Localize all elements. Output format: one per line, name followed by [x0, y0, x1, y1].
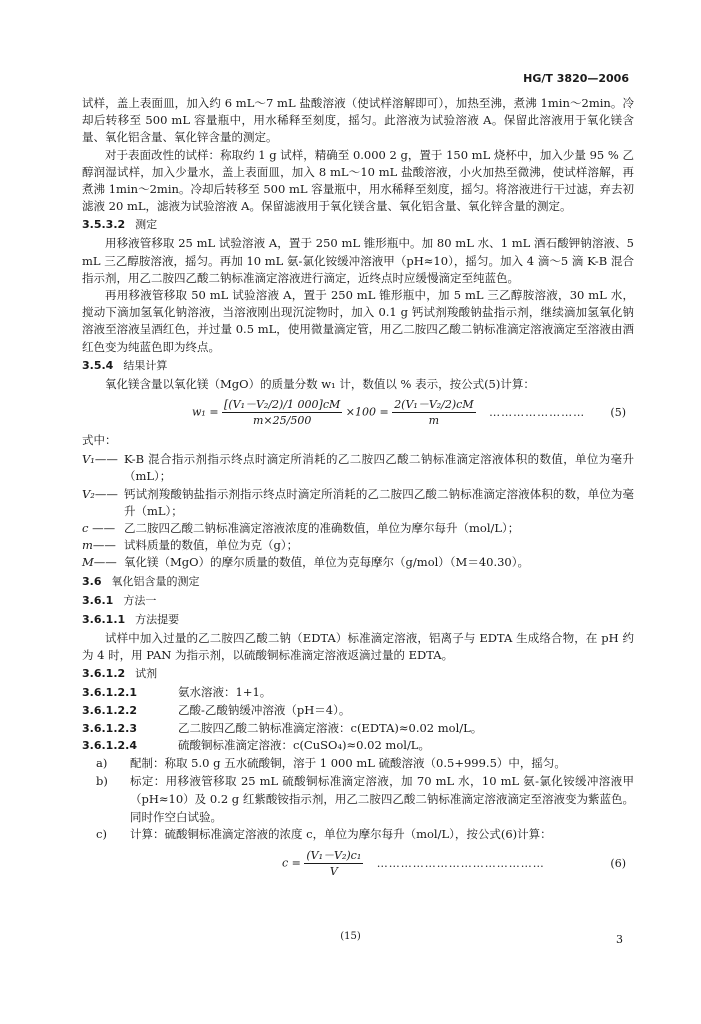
- paragraph: 再用移液管移取 50 mL 试验溶液 A，置于 250 mL 锥形瓶中，加 5 mL 三乙醇胺溶液，30 mL 水，搅动下滴加氢氧化钠溶液，当溶液刚出现沉淀物时，加入 0.1 g 钙试剂羧酸钠盐指示剂，继续滴加氢氧化钠溶液至溶液呈酒红色，并过量 0.5 mL，使用微量滴定管，用乙二胺四乙酸二钠标准滴定溶液滴定至溶液由酒红色变为纯蓝色即为终点。: [82, 288, 634, 354]
- formula-mid: ×100 =: [345, 405, 389, 419]
- step-item: [82, 755, 634, 773]
- step-item: [82, 826, 634, 844]
- reagent-item: [82, 684, 634, 702]
- definition-symbol: M——: [82, 555, 117, 570]
- where-label: 式中：: [82, 433, 117, 448]
- reagent-text: 硫酸铜标准滴定溶液：c(CuSO₄)≈0.02 mol/L。: [178, 738, 430, 753]
- numerator: [(V₁－V₂/2)/1 000]cM: [224, 398, 341, 412]
- formula-number: (5): [610, 406, 626, 420]
- definition-symbol: c ——: [82, 521, 116, 536]
- section-number: 3.6.1.2: [82, 667, 126, 681]
- section-number: 3.5.4: [82, 358, 114, 372]
- definition-symbol: V₂——: [82, 486, 118, 501]
- reagent-item: [82, 702, 634, 720]
- page-mark: (15): [340, 931, 361, 942]
- formula-lhs: c =: [282, 856, 301, 870]
- section-number: 3.5.3.2: [82, 218, 126, 232]
- reagent-item: [82, 737, 634, 755]
- fraction: [222, 397, 342, 428]
- paragraph: 试样中加入过量的乙二胺四乙酸二钠（EDTA）标准滴定溶液，铝离子与 EDTA 生成络合物，在 pH 约为 4 时，用 PAN 为指示剂，以硫酸铜标准滴定溶液返滴过量的 EDTA。: [82, 630, 634, 662]
- fraction: [304, 848, 363, 879]
- section-heading-354: [82, 357, 634, 375]
- definition-text: 钙试剂羧酸钠盐指示剂指示终点时滴定所消耗的乙二胺四乙酸二钠标准滴定溶液体积的数，单位为毫升（mL）；: [124, 486, 634, 518]
- denominator: m: [428, 414, 440, 428]
- definition-item: [82, 554, 634, 571]
- section-title: 试剂: [135, 667, 158, 681]
- definition-text: 乙二胺四乙酸二钠标准滴定溶液浓度的准确数值，单位为摩尔每升（mol/L）；: [124, 521, 520, 536]
- denominator: V: [329, 865, 338, 879]
- section-title: 氧化铝含量的测定: [111, 574, 200, 588]
- definition-item: [82, 520, 634, 537]
- paragraph: 用移液管移取 25 mL 试验溶液 A，置于 250 mL 锥形瓶中。加 80 mL 水、1 mL 酒石酸钾钠溶液、5 mL 三乙醇胺溶液，摇匀。再加 10 mL 氨-氯化铵缓冲溶液甲（pH≈10），摇匀。加入 4 滴～5 滴 K-B 混合指示剂，用乙二胺四乙酸二钠标准滴定溶液进行滴定，近终点时应缓慢滴定至纯蓝色。: [82, 236, 634, 285]
- paragraph: 试样，盖上表面皿，加入约 6 mL～7 mL 盐酸溶液（使试样溶解即可），加热至沸，煮沸 1min～2min。冷却后转移至 500 mL 容量瓶中，用水稀释至刻度，摇匀。此溶液为试验溶液 A。保留此溶液用于氧化镁含量、氧化铝含量、氧化锌含量的测定。: [82, 96, 634, 145]
- page-content: [82, 95, 634, 883]
- section-heading-3611: [82, 611, 634, 629]
- step-text: 标定：用移液管移取 25 mL 硫酸铜标准滴定溶液，加 70 mL 水，10 mL 氨-氯化铵缓冲溶液甲（pH≈10）及 0.2 g 红紫酸铵指示剂，用乙二胺四乙酸二钠标准滴定溶液滴定至溶液变为紫蓝色。同时作空白试验。: [130, 774, 634, 824]
- definition-text: 氧化镁（MgO）的摩尔质量的数值，单位为克每摩尔（g/mol）（M＝40.30）。: [124, 555, 530, 570]
- definition-item: [82, 451, 634, 485]
- step-text: 计算：硫酸铜标准滴定溶液的浓度 c，单位为摩尔每升（mol/L），按公式(6)计算：: [130, 827, 552, 842]
- reagent-text: 氨水溶液：1+1。: [178, 685, 272, 700]
- section-title: 结果计算: [123, 358, 168, 372]
- paragraph: 对于表面改性的试样：称取约 1 g 试样，精确至 0.000 2 g，置于 150 mL 烧杯中，加入少量 95 % 乙醇润湿试样，加入少量水，盖上表面皿，加入 8 mL～10 mL 盐酸溶液，小火加热至微沸，使试样溶解，再煮沸 1min～2min。冷却后转移至 500 mL 容量瓶中，用水稀释至刻度，摇匀。将溶液进行干过滤，弃去初滤液 20 mL，滤液为试验溶液 A。保留滤液用于氧化镁含量、氧化铝含量、氧化锌含量的测定。: [82, 147, 634, 214]
- step-label: b): [96, 774, 108, 789]
- paragraph: 氧化镁含量以氧化镁（MgO）的质量分数 w₁ 计，数值以 % 表示，按公式(5)计算：: [105, 376, 535, 391]
- denominator: m×25/500: [252, 414, 312, 428]
- reagent-number: 3.6.1.2.3: [82, 721, 137, 735]
- reagent-text: 乙二胺四乙酸二钠标准滴定溶液：c(EDTA)≈0.02 mol/L。: [178, 720, 483, 735]
- section-number: 3.6.1: [82, 593, 114, 607]
- definition-symbol: V₁——: [82, 452, 118, 467]
- section-heading-361: [82, 592, 634, 610]
- formula-5: [82, 397, 634, 428]
- step-item: [82, 773, 634, 826]
- reagent-number: 3.6.1.2.2: [82, 703, 137, 717]
- definition-list: [82, 451, 634, 571]
- definition-text: 试料质量的数值，单位为克（g）；: [124, 538, 299, 553]
- definition-item: [82, 537, 634, 554]
- section-number: 3.6: [82, 574, 102, 588]
- formula-number: (6): [610, 857, 626, 871]
- section-number: 3.6.1.1: [82, 612, 126, 626]
- section-heading-3612: [82, 665, 634, 683]
- definition-symbol: m——: [82, 538, 116, 553]
- step-label: c): [96, 827, 107, 842]
- section-heading-36: [82, 573, 634, 591]
- definition-text: K-B 混合指示剂指示终点时滴定所消耗的乙二胺四乙酸二钠标准滴定溶液体积的数值，单位为毫升（mL）；: [124, 452, 634, 484]
- formula-lhs: w₁ =: [192, 405, 219, 419]
- section-title: 方法提要: [135, 612, 180, 626]
- page-number: 3: [616, 933, 623, 946]
- reagent-text: 乙酸-乙酸钠缓冲溶液（pH＝4）。: [178, 702, 351, 717]
- section-heading-3532: [82, 216, 634, 234]
- formula-expression: [282, 848, 545, 879]
- step-text: 配制：称取 5.0 g 五水硫酸铜，溶于 1 000 mL 硫酸溶液（0.5+999.5）中，摇匀。: [130, 756, 566, 771]
- standard-code: HG/T 3820—2006: [523, 72, 629, 85]
- reagent-number: 3.6.1.2.4: [82, 739, 137, 753]
- section-title: 方法一: [123, 593, 157, 607]
- leader-dots: ……………………………………: [376, 856, 545, 870]
- leader-dots: ……………………: [489, 405, 586, 419]
- numerator: (V₁－V₂)c₁: [306, 849, 362, 863]
- section-title: 测定: [135, 218, 158, 232]
- step-label: a): [96, 756, 108, 771]
- fraction: [392, 397, 475, 428]
- formula-6: [82, 848, 634, 879]
- reagent-item: [82, 720, 634, 738]
- formula-expression: [192, 397, 585, 428]
- numerator: 2(V₁－V₂/2)cM: [394, 398, 474, 412]
- definition-item: [82, 486, 634, 520]
- reagent-number: 3.6.1.2.1: [82, 686, 137, 700]
